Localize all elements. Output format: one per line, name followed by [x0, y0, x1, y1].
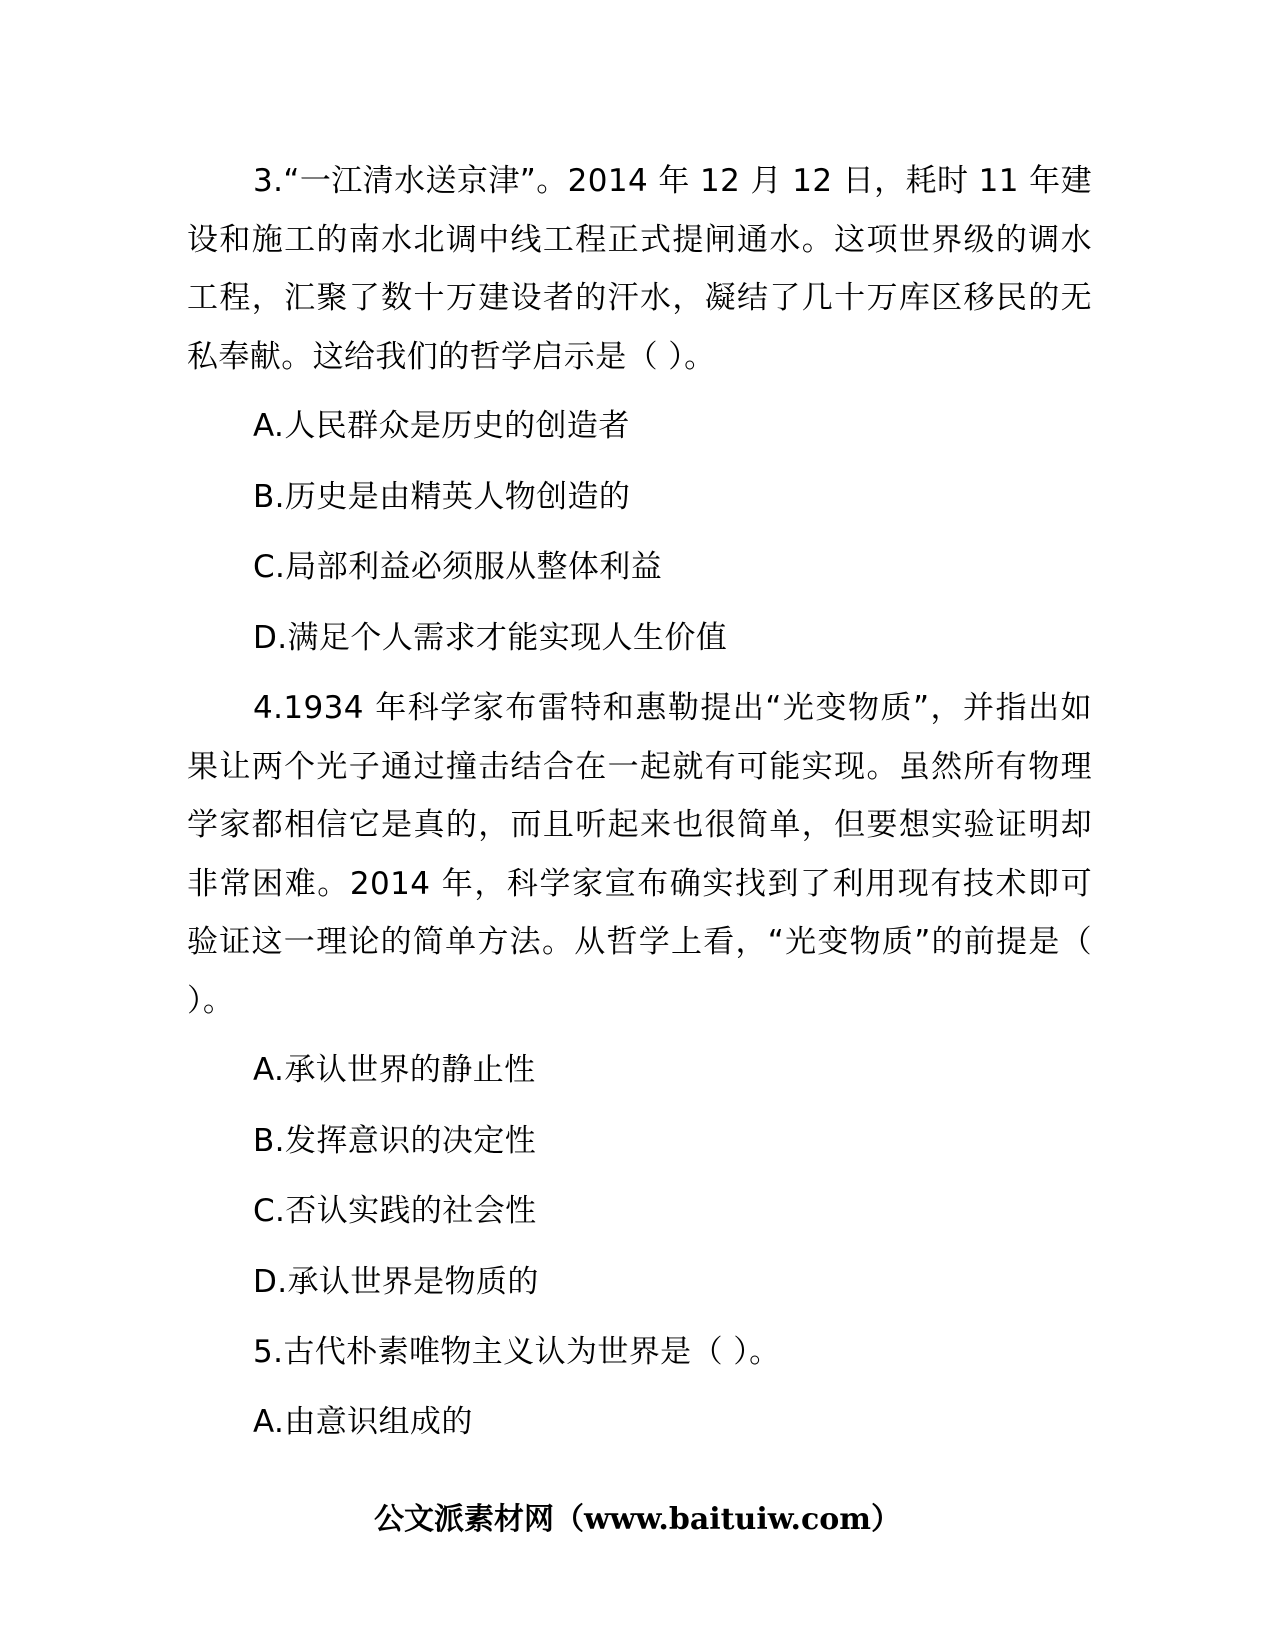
question-3-option-a: A.人民群众是历史的创造者 — [253, 408, 630, 444]
page-footer: 公文派素材网（www.baituiw.com） — [373, 1502, 902, 1537]
question-4-stem: 4.1934 年科学家布雷特和惠勒提出“光变物质”，并指出如果让两个光子通过撞击结合在一起就有可能实现。虽然所有物理学家都相信它是真的，而且听起来也很简单，但要想实验证明却非常困难。2014 年，科学家宣布确实找到了利用现有技术即可验证这一理论的简单方法。从哲学上看，“光变物质”的前提是（ ）。 — [187, 690, 1092, 1019]
question-3-option-b: B.历史是由精英人物创造的 — [253, 478, 631, 515]
document-body — [187, 152, 1092, 1463]
question-4-option-c: C.否认实践的社会性 — [253, 1193, 537, 1229]
question-4-option-d: D.承认世界是物质的 — [253, 1263, 539, 1300]
question-3-option-d: D.满足个人需求才能实现人生价值 — [253, 619, 728, 656]
question-4-option-b: B.发挥意识的决定性 — [253, 1122, 537, 1159]
question-3-option-c: C.局部利益必须服从整体利益 — [253, 549, 663, 585]
question-4-option-a: A.承认世界的静止性 — [253, 1052, 536, 1088]
question-3-stem: 3.“一江清水送京津”。2014 年 12 月 12 日，耗时 11 年建设和施工的南水北调中线工程正式提闸通水。这项世界级的调水工程，汇聚了数十万建设者的汗水，凝结了几十万库区移民的无私奉献。这给我们的哲学启示是（ ）。 — [187, 163, 1092, 375]
question-5-stem: 5.古代朴素唯物主义认为世界是（ ）。 — [253, 1334, 781, 1370]
question-5-option-a: A.由意识组成的 — [253, 1403, 473, 1440]
